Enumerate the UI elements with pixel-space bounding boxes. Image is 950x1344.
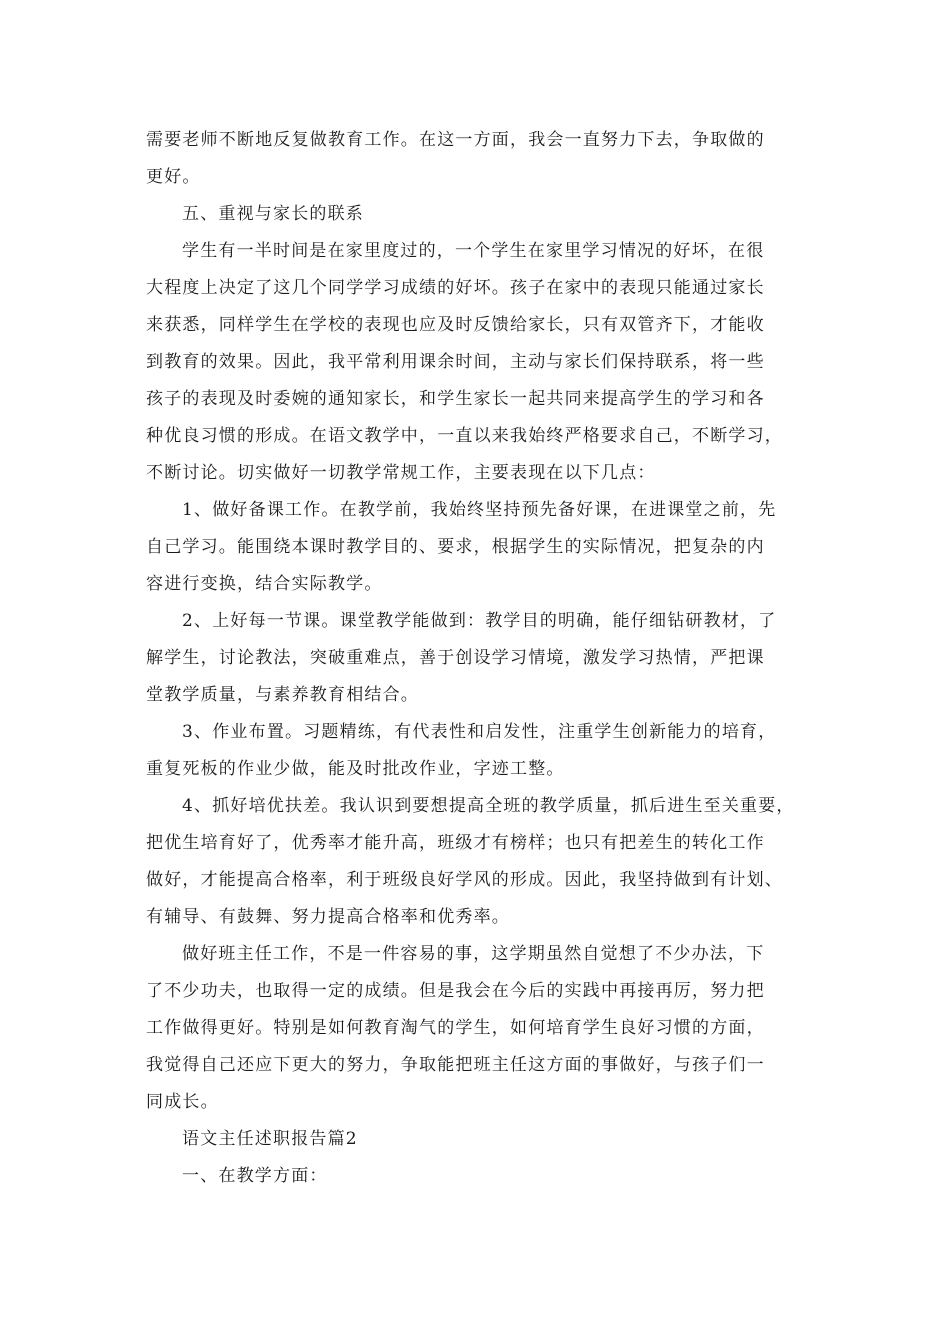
text-line: 工作做得更好。特别是如何教育淘气的学生，如何培育学生良好习惯的方面， [146, 1018, 765, 1038]
text-line: 重复死板的作业少做，能及时批改作业，字迹工整。 [146, 759, 565, 779]
text-line: 自己学习。能围绕本课时教学目的、要求，根据学生的实际情况，把复杂的内 [146, 537, 765, 557]
text-line: 来获悉，同样学生在学校的表现也应及时反馈给家长，只有双管齐下，才能收 [146, 315, 765, 335]
document-body [146, 122, 826, 1195]
text-line: 4、抓好培优扶差。我认识到要想提高全班的教学质量，抓后进生至关重要， [182, 796, 795, 816]
text-line: 有辅导、有鼓舞、努力提高合格率和优秀率。 [146, 907, 510, 927]
text-line: 了不少功夫，也取得一定的成绩。但是我会在今后的实践中再接再厉，努力把 [146, 981, 765, 1001]
text-line: 堂教学质量，与素养教育相结合。 [146, 685, 419, 705]
text-line: 同成长。 [146, 1092, 219, 1112]
text-line: 更好。 [146, 167, 201, 187]
text-line: 做好班主任工作，不是一件容易的事，这学期虽然自觉想了不少办法，下 [182, 944, 765, 964]
text-line: 把优生培育好了，优秀率才能升高，班级才有榜样；也只有把差生的转化工作 [146, 833, 765, 853]
text-line: 五、重视与家长的联系 [182, 204, 364, 224]
text-line: 我觉得自己还应下更大的努力，争取能把班主任这方面的事做好，与孩子们一 [146, 1055, 765, 1075]
text-line: 2、上好每一节课。课堂教学能做到：教学目的明确，能仔细钻研教材，了 [182, 611, 777, 631]
text-line: 大程度上决定了这几个同学学习成绩的好坏。孩子在家中的表现只能通过家长 [146, 278, 765, 298]
text-line: 需要老师不断地反复做教育工作。在这一方面，我会一直努力下去，争取做的 [146, 130, 765, 150]
text-line: 3、作业布置。习题精练，有代表性和启发性，注重学生创新能力的培育， [182, 722, 777, 742]
text-line: 语文主任述职报告篇2 [182, 1129, 358, 1149]
text-line: 到教育的效果。因此，我平常利用课余时间，主动与家长们保持联系，将一些 [146, 352, 765, 372]
text-line: 1、做好备课工作。在教学前，我始终坚持预先备好课，在进课堂之前，先 [182, 500, 777, 520]
text-line: 一、在教学方面： [182, 1166, 328, 1186]
text-line: 孩子的表现及时委婉的通知家长，和学生家长一起共同来提高学生的学习和各 [146, 389, 765, 409]
text-line: 解学生，讨论教法，突破重难点，善于创设学习情境，激发学习热情，严把课 [146, 648, 765, 668]
text-line: 不断讨论。切实做好一切教学常规工作，主要表现在以下几点： [146, 463, 656, 483]
text-line: 种优良习惯的形成。在语文教学中，一直以来我始终严格要求自己，不断学习， [146, 426, 783, 446]
text-line: 容进行变换，结合实际教学。 [146, 574, 383, 594]
text-line: 做好，才能提高合格率，利于班级良好学风的形成。因此，我坚持做到有计划、 [146, 870, 783, 890]
text-line: 学生有一半时间是在家里度过的，一个学生在家里学习情况的好坏，在很 [182, 241, 765, 261]
